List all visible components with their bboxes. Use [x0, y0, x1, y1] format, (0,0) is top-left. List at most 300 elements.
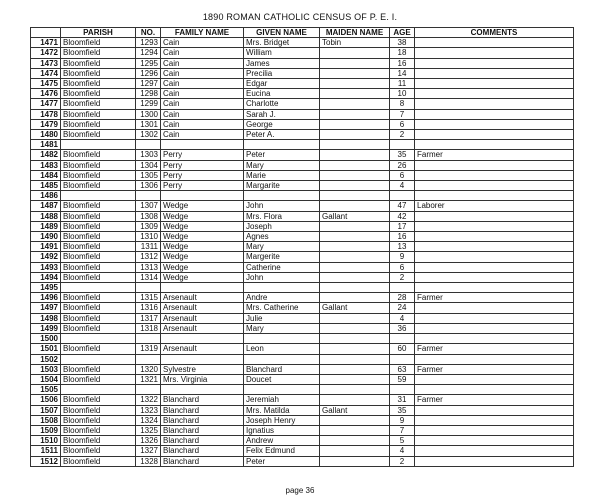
row-number: 1508: [31, 415, 61, 425]
row-number: 1482: [31, 150, 61, 160]
table-row: [31, 38, 574, 48]
record-number-cell: [136, 191, 161, 201]
parish-cell: Bloomfield: [61, 395, 136, 405]
age-cell: 63: [390, 364, 415, 374]
column-header-family-name: FAMILY NAME: [161, 28, 244, 38]
table-row: [31, 181, 574, 191]
comments-cell: [415, 160, 574, 170]
record-number-cell: 1309: [136, 221, 161, 231]
maiden-name-cell: [320, 385, 390, 395]
parish-cell: Bloomfield: [61, 79, 136, 89]
parish-cell: Bloomfield: [61, 425, 136, 435]
given-name-cell: Peter: [244, 456, 320, 466]
parish-cell: Bloomfield: [61, 313, 136, 323]
maiden-name-cell: [320, 191, 390, 201]
family-name-cell: Perry: [161, 170, 244, 180]
family-name-cell: Wedge: [161, 201, 244, 211]
age-cell: 11: [390, 79, 415, 89]
table-row: [31, 130, 574, 140]
family-name-cell: Blanchard: [161, 436, 244, 446]
parish-cell: Bloomfield: [61, 415, 136, 425]
comments-cell: [415, 130, 574, 140]
comments-cell: Farmer: [415, 293, 574, 303]
record-number-cell: [136, 385, 161, 395]
family-name-cell: Wedge: [161, 221, 244, 231]
given-name-cell: [244, 140, 320, 150]
parish-cell: Bloomfield: [61, 99, 136, 109]
given-name-cell: John: [244, 201, 320, 211]
table-row: [31, 303, 574, 313]
given-name-cell: Joseph Henry: [244, 415, 320, 425]
family-name-cell: Cain: [161, 79, 244, 89]
age-cell: 18: [390, 48, 415, 58]
parish-cell: Bloomfield: [61, 344, 136, 354]
given-name-cell: Doucet: [244, 374, 320, 384]
given-name-cell: Margerite: [244, 252, 320, 262]
family-name-cell: Perry: [161, 181, 244, 191]
parish-cell: Bloomfield: [61, 436, 136, 446]
given-name-cell: Agnes: [244, 232, 320, 242]
record-number-cell: 1306: [136, 181, 161, 191]
age-cell: 14: [390, 68, 415, 78]
page-number: page 36: [285, 486, 315, 495]
parish-cell: [61, 334, 136, 344]
given-name-cell: Mary: [244, 323, 320, 333]
record-number-cell: 1321: [136, 374, 161, 384]
table-row: [31, 364, 574, 374]
row-number: 1495: [31, 283, 61, 293]
age-cell: 17: [390, 221, 415, 231]
row-number: 1480: [31, 130, 61, 140]
record-number-cell: 1303: [136, 150, 161, 160]
row-number: 1486: [31, 191, 61, 201]
age-cell: 31: [390, 395, 415, 405]
table-row: [31, 191, 574, 201]
record-number-cell: 1319: [136, 344, 161, 354]
comments-cell: Laborer: [415, 201, 574, 211]
given-name-cell: Catherine: [244, 262, 320, 272]
parish-cell: Bloomfield: [61, 221, 136, 231]
table-row: [31, 262, 574, 272]
age-cell: [390, 283, 415, 293]
column-header-given-name: GIVEN NAME: [244, 28, 320, 38]
record-number-cell: 1325: [136, 425, 161, 435]
given-name-cell: Eucina: [244, 89, 320, 99]
parish-cell: Bloomfield: [61, 119, 136, 129]
header-row: [31, 28, 574, 38]
family-name-cell: Cain: [161, 58, 244, 68]
family-name-cell: Perry: [161, 150, 244, 160]
parish-cell: Bloomfield: [61, 109, 136, 119]
record-number-cell: 1296: [136, 68, 161, 78]
comments-cell: [415, 313, 574, 323]
row-number: 1473: [31, 58, 61, 68]
row-number: 1479: [31, 119, 61, 129]
record-number-cell: 1295: [136, 58, 161, 68]
parish-cell: [61, 385, 136, 395]
family-name-cell: Cain: [161, 130, 244, 140]
table-row: [31, 99, 574, 109]
record-number-cell: 1304: [136, 160, 161, 170]
age-cell: [390, 354, 415, 364]
age-cell: 4: [390, 181, 415, 191]
age-cell: [390, 140, 415, 150]
parish-cell: Bloomfield: [61, 130, 136, 140]
maiden-name-cell: [320, 170, 390, 180]
maiden-name-cell: [320, 119, 390, 129]
row-number: 1490: [31, 232, 61, 242]
maiden-name-cell: [320, 262, 390, 272]
age-cell: 6: [390, 119, 415, 129]
age-cell: 16: [390, 58, 415, 68]
given-name-cell: Mrs. Bridget: [244, 38, 320, 48]
table-row: [31, 395, 574, 405]
row-number: 1489: [31, 221, 61, 231]
row-number: 1476: [31, 89, 61, 99]
maiden-name-cell: Gallant: [320, 405, 390, 415]
given-name-cell: James: [244, 58, 320, 68]
comments-cell: [415, 323, 574, 333]
record-number-cell: 1315: [136, 293, 161, 303]
maiden-name-cell: [320, 58, 390, 68]
record-number-cell: 1300: [136, 109, 161, 119]
table-row: [31, 313, 574, 323]
row-number: 1501: [31, 344, 61, 354]
comments-cell: [415, 415, 574, 425]
column-header-parish: PARISH: [61, 28, 136, 38]
maiden-name-cell: [320, 334, 390, 344]
record-number-cell: 1297: [136, 79, 161, 89]
age-cell: 42: [390, 211, 415, 221]
parish-cell: Bloomfield: [61, 38, 136, 48]
row-number: 1500: [31, 334, 61, 344]
row-number: 1506: [31, 395, 61, 405]
parish-cell: [61, 191, 136, 201]
family-name-cell: Cain: [161, 119, 244, 129]
comments-cell: Farmer: [415, 364, 574, 374]
row-number: 1488: [31, 211, 61, 221]
record-number-cell: 1301: [136, 119, 161, 129]
parish-cell: [61, 283, 136, 293]
row-number: 1483: [31, 160, 61, 170]
column-header-comments: COMMENTS: [415, 28, 574, 38]
family-name-cell: [161, 283, 244, 293]
comments-cell: [415, 436, 574, 446]
maiden-name-cell: [320, 272, 390, 282]
maiden-name-cell: [320, 130, 390, 140]
comments-cell: [415, 242, 574, 252]
comments-cell: [415, 425, 574, 435]
parish-cell: Bloomfield: [61, 232, 136, 242]
given-name-cell: Edgar: [244, 79, 320, 89]
table-row: [31, 272, 574, 282]
family-name-cell: Perry: [161, 160, 244, 170]
comments-cell: [415, 385, 574, 395]
maiden-name-cell: [320, 344, 390, 354]
column-header-maiden-name: MAIDEN NAME: [320, 28, 390, 38]
comments-cell: Farmer: [415, 344, 574, 354]
maiden-name-cell: [320, 140, 390, 150]
row-number: 1492: [31, 252, 61, 262]
record-number-cell: [136, 334, 161, 344]
age-cell: 7: [390, 109, 415, 119]
family-name-cell: Wedge: [161, 262, 244, 272]
given-name-cell: [244, 283, 320, 293]
record-number-cell: 1298: [136, 89, 161, 99]
family-name-cell: [161, 334, 244, 344]
given-name-cell: Mary: [244, 160, 320, 170]
age-cell: 36: [390, 323, 415, 333]
comments-cell: [415, 38, 574, 48]
given-name-cell: Joseph: [244, 221, 320, 231]
row-number: 1485: [31, 181, 61, 191]
family-name-cell: Arsenault: [161, 323, 244, 333]
given-name-cell: William: [244, 48, 320, 58]
comments-cell: [415, 232, 574, 242]
table-row: [31, 323, 574, 333]
record-number-cell: 1317: [136, 313, 161, 323]
maiden-name-cell: [320, 415, 390, 425]
comments-cell: [415, 405, 574, 415]
record-number-cell: [136, 283, 161, 293]
maiden-name-cell: [320, 354, 390, 364]
comments-cell: [415, 68, 574, 78]
comments-cell: [415, 191, 574, 201]
table-row: [31, 201, 574, 211]
table-row: [31, 68, 574, 78]
family-name-cell: Mrs. Virginia: [161, 374, 244, 384]
comments-cell: [415, 211, 574, 221]
family-name-cell: Sylvestre: [161, 364, 244, 374]
column-header-rownum: [31, 28, 61, 38]
parish-cell: Bloomfield: [61, 374, 136, 384]
maiden-name-cell: [320, 364, 390, 374]
given-name-cell: Mrs. Flora: [244, 211, 320, 221]
given-name-cell: [244, 191, 320, 201]
parish-cell: Bloomfield: [61, 293, 136, 303]
age-cell: 9: [390, 415, 415, 425]
maiden-name-cell: [320, 160, 390, 170]
given-name-cell: Mrs. Catherine: [244, 303, 320, 313]
maiden-name-cell: [320, 89, 390, 99]
given-name-cell: Charlotte: [244, 99, 320, 109]
parish-cell: Bloomfield: [61, 89, 136, 99]
comments-cell: [415, 262, 574, 272]
given-name-cell: [244, 385, 320, 395]
record-number-cell: 1305: [136, 170, 161, 180]
family-name-cell: Arsenault: [161, 313, 244, 323]
table-row: [31, 232, 574, 242]
age-cell: 2: [390, 130, 415, 140]
row-number: 1472: [31, 48, 61, 58]
maiden-name-cell: [320, 425, 390, 435]
given-name-cell: [244, 354, 320, 364]
census-body: [31, 38, 574, 467]
row-number: 1499: [31, 323, 61, 333]
family-name-cell: [161, 191, 244, 201]
parish-cell: Bloomfield: [61, 323, 136, 333]
comments-cell: [415, 48, 574, 58]
table-row: [31, 242, 574, 252]
family-name-cell: Blanchard: [161, 405, 244, 415]
table-row: [31, 58, 574, 68]
comments-cell: [415, 283, 574, 293]
given-name-cell: Sarah J.: [244, 109, 320, 119]
maiden-name-cell: [320, 283, 390, 293]
row-number: 1478: [31, 109, 61, 119]
family-name-cell: Blanchard: [161, 395, 244, 405]
family-name-cell: Blanchard: [161, 425, 244, 435]
row-number: 1484: [31, 170, 61, 180]
record-number-cell: 1328: [136, 456, 161, 466]
record-number-cell: 1302: [136, 130, 161, 140]
parish-cell: Bloomfield: [61, 405, 136, 415]
comments-cell: [415, 272, 574, 282]
family-name-cell: [161, 385, 244, 395]
given-name-cell: Leon: [244, 344, 320, 354]
maiden-name-cell: [320, 68, 390, 78]
record-number-cell: 1294: [136, 48, 161, 58]
record-number-cell: 1308: [136, 211, 161, 221]
parish-cell: Bloomfield: [61, 262, 136, 272]
comments-cell: Farmer: [415, 150, 574, 160]
parish-cell: Bloomfield: [61, 272, 136, 282]
maiden-name-cell: [320, 181, 390, 191]
maiden-name-cell: [320, 436, 390, 446]
family-name-cell: Cain: [161, 68, 244, 78]
maiden-name-cell: [320, 374, 390, 384]
comments-cell: [415, 89, 574, 99]
comments-cell: [415, 456, 574, 466]
maiden-name-cell: [320, 323, 390, 333]
comments-cell: [415, 58, 574, 68]
record-number-cell: 1324: [136, 415, 161, 425]
table-row: [31, 119, 574, 129]
maiden-name-cell: [320, 150, 390, 160]
family-name-cell: Wedge: [161, 242, 244, 252]
record-number-cell: 1299: [136, 99, 161, 109]
family-name-cell: Wedge: [161, 272, 244, 282]
age-cell: 4: [390, 446, 415, 456]
age-cell: 26: [390, 160, 415, 170]
maiden-name-cell: [320, 293, 390, 303]
table-row: [31, 293, 574, 303]
age-cell: [390, 385, 415, 395]
parish-cell: Bloomfield: [61, 446, 136, 456]
table-row: [31, 211, 574, 221]
record-number-cell: 1293: [136, 38, 161, 48]
parish-cell: Bloomfield: [61, 48, 136, 58]
given-name-cell: Felix Edmund: [244, 446, 320, 456]
column-header-age: AGE: [390, 28, 415, 38]
age-cell: 6: [390, 170, 415, 180]
given-name-cell: Mrs. Matilda: [244, 405, 320, 415]
family-name-cell: Cain: [161, 109, 244, 119]
maiden-name-cell: Tobin: [320, 38, 390, 48]
given-name-cell: Ignatius: [244, 425, 320, 435]
family-name-cell: Cain: [161, 38, 244, 48]
census-table: [30, 27, 574, 467]
comments-cell: [415, 119, 574, 129]
maiden-name-cell: [320, 242, 390, 252]
given-name-cell: Andre: [244, 293, 320, 303]
age-cell: [390, 191, 415, 201]
row-number: 1491: [31, 242, 61, 252]
age-cell: 35: [390, 405, 415, 415]
age-cell: 13: [390, 242, 415, 252]
row-number: 1475: [31, 79, 61, 89]
row-number: 1502: [31, 354, 61, 364]
comments-cell: Farmer: [415, 395, 574, 405]
given-name-cell: [244, 334, 320, 344]
comments-cell: [415, 109, 574, 119]
table-row: [31, 385, 574, 395]
row-number: 1505: [31, 385, 61, 395]
row-number: 1503: [31, 364, 61, 374]
given-name-cell: Jeremiah: [244, 395, 320, 405]
given-name-cell: Julie: [244, 313, 320, 323]
row-number: 1471: [31, 38, 61, 48]
maiden-name-cell: [320, 221, 390, 231]
family-name-cell: [161, 140, 244, 150]
given-name-cell: Margarite: [244, 181, 320, 191]
age-cell: 10: [390, 89, 415, 99]
age-cell: 2: [390, 272, 415, 282]
comments-cell: [415, 79, 574, 89]
row-number: 1477: [31, 99, 61, 109]
comments-cell: [415, 446, 574, 456]
table-row: [31, 456, 574, 466]
family-name-cell: Wedge: [161, 252, 244, 262]
row-number: 1474: [31, 68, 61, 78]
record-number-cell: 1307: [136, 201, 161, 211]
age-cell: 6: [390, 262, 415, 272]
comments-cell: [415, 252, 574, 262]
column-header-no: NO.: [136, 28, 161, 38]
comments-cell: [415, 221, 574, 231]
maiden-name-cell: [320, 99, 390, 109]
row-number: 1498: [31, 313, 61, 323]
parish-cell: Bloomfield: [61, 303, 136, 313]
record-number-cell: [136, 140, 161, 150]
family-name-cell: Arsenault: [161, 303, 244, 313]
maiden-name-cell: [320, 456, 390, 466]
age-cell: 59: [390, 374, 415, 384]
row-number: 1487: [31, 201, 61, 211]
maiden-name-cell: [320, 79, 390, 89]
parish-cell: Bloomfield: [61, 364, 136, 374]
table-row: [31, 150, 574, 160]
comments-cell: [415, 170, 574, 180]
row-number: 1507: [31, 405, 61, 415]
row-number: 1511: [31, 446, 61, 456]
record-number-cell: 1314: [136, 272, 161, 282]
age-cell: 2: [390, 456, 415, 466]
table-row: [31, 446, 574, 456]
comments-cell: [415, 374, 574, 384]
comments-cell: [415, 140, 574, 150]
given-name-cell: Blanchard: [244, 364, 320, 374]
age-cell: [390, 334, 415, 344]
row-number: 1496: [31, 293, 61, 303]
age-cell: 8: [390, 99, 415, 109]
comments-cell: [415, 303, 574, 313]
parish-cell: Bloomfield: [61, 160, 136, 170]
table-row: [31, 425, 574, 435]
maiden-name-cell: [320, 252, 390, 262]
row-number: 1493: [31, 262, 61, 272]
row-number: 1512: [31, 456, 61, 466]
